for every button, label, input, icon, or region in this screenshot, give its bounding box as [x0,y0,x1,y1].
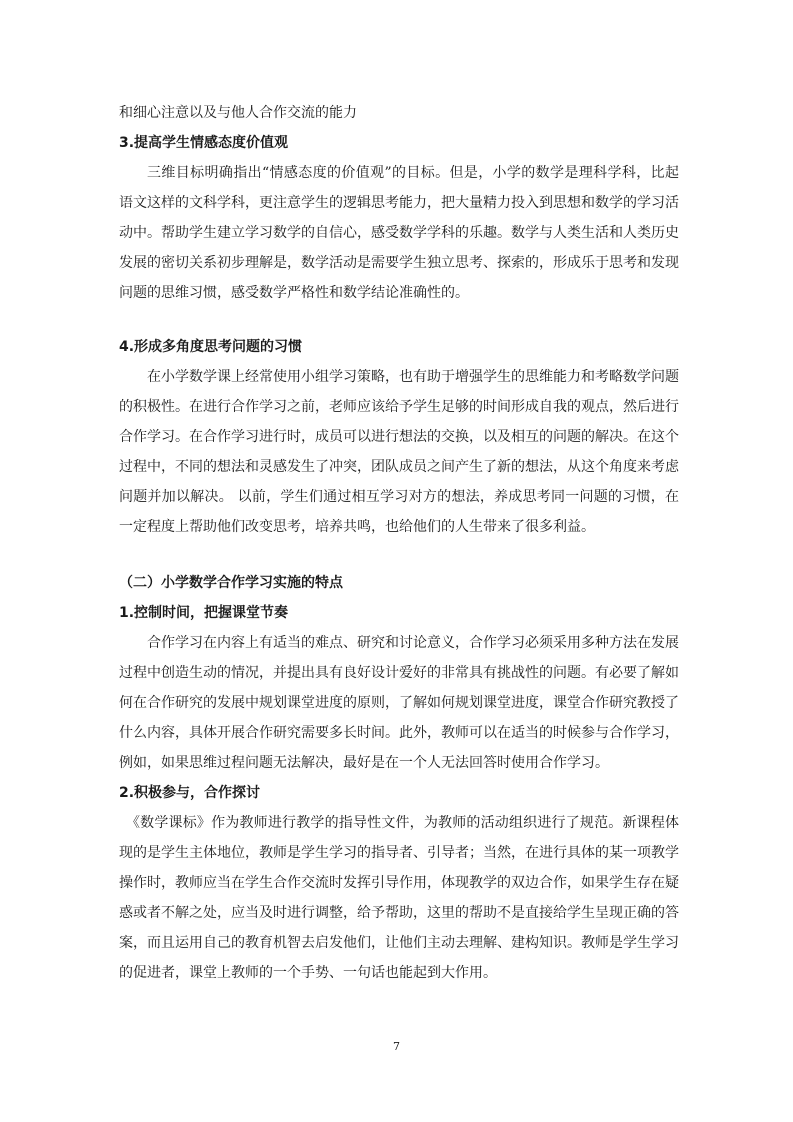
paragraph-emotional-attitude: 三维目标明确指出“情感态度的价值观”的目标。但是，小学的数学是理科学科，比起语文这样的文科学科，更注意学生的逻辑思考能力，把大量精力投入到思想和数学的学习活动中。帮助学生建立学习数学的自信心，感受数学学科的乐趣。数学与人类生活和人类历史发展的密切关系初步理解是，数学活动是需要学生独立思考、探索的，形成乐于思考和发现问题的思维习惯，感受数学严格性和数学结论准确性的。 [119,165,679,301]
chapter-heading-2: （二）小学数学合作学习实施的特点 [119,575,343,591]
paragraph-continuation: 和细心注意以及与他人合作交流的能力 [119,105,357,121]
page-body [119,98,679,988]
page-number: 7 [393,1040,400,1053]
paragraph-multi-angle-thinking: 在小学数学课上经常使用小组学习策略，也有助于增强学生的思维能力和考略数学问题的积极性。在进行合作学习之前，老师应该给予学生足够的时间形成自我的观点，然后进行合作学习。在合作学习进行时，成员可以进行想法的交换，以及相互的问题的解决。在这个过程中，不同的想法和灵感发生了冲突，团队成员之间产生了新的想法，从这个角度来考虑问题并加以解决。 以前，学生们通过相互学习对方的想法，养成思考同一问题的习惯，在一定程度上帮助他们改变思考，培养共鸣，也给他们的人生带来了很多利益。 [119,369,679,535]
section-heading-1: 1.控制时间，把握课堂节奏 [119,605,289,621]
section-heading-2: 2.积极参与，合作探讨 [119,785,261,801]
section-heading-3: 3.提高学生情感态度价值观 [119,135,289,151]
paragraph-time-control: 合作学习在内容上有适当的难点、研究和讨论意义，合作学习必须采用多种方法在发展过程中创造生动的情况，并提出具有良好设计爱好的非常具有挑战性的问题。有必要了解如何在合作研究的发展中规划课堂进度的原则，了解如何规划课堂进度，课堂合作研究教授了什么内容，具体开展合作研究需要多长时间。此外，教师可以在适当的时候参与合作学习，例如，如果思维过程问题无法解决，最好是在一个人无法回答时使用合作学习。 [119,635,679,771]
paragraph-active-participation: 《数学课标》作为教师进行教学的指导性文件，为教师的活动组织进行了规范。新课程体现的是学生主体地位，教师是学生学习的指导者、引导者；当然，在进行具体的某一项教学操作时，教师应当在学生合作交流时发挥引导作用，体现教学的双边合作，如果学生存在疑惑或者不解之处，应当及时进行调整，给予帮助，这里的帮助不是直接给学生呈现正确的答案，而且运用自己的教育机智去启发他们，让他们主动去理解、建构知识。教师是学生学习的促进者，课堂上教师的一个手势、一句话也能起到大作用。 [119,815,679,981]
section-heading-4: 4.形成多角度思考问题的习惯 [119,339,303,355]
